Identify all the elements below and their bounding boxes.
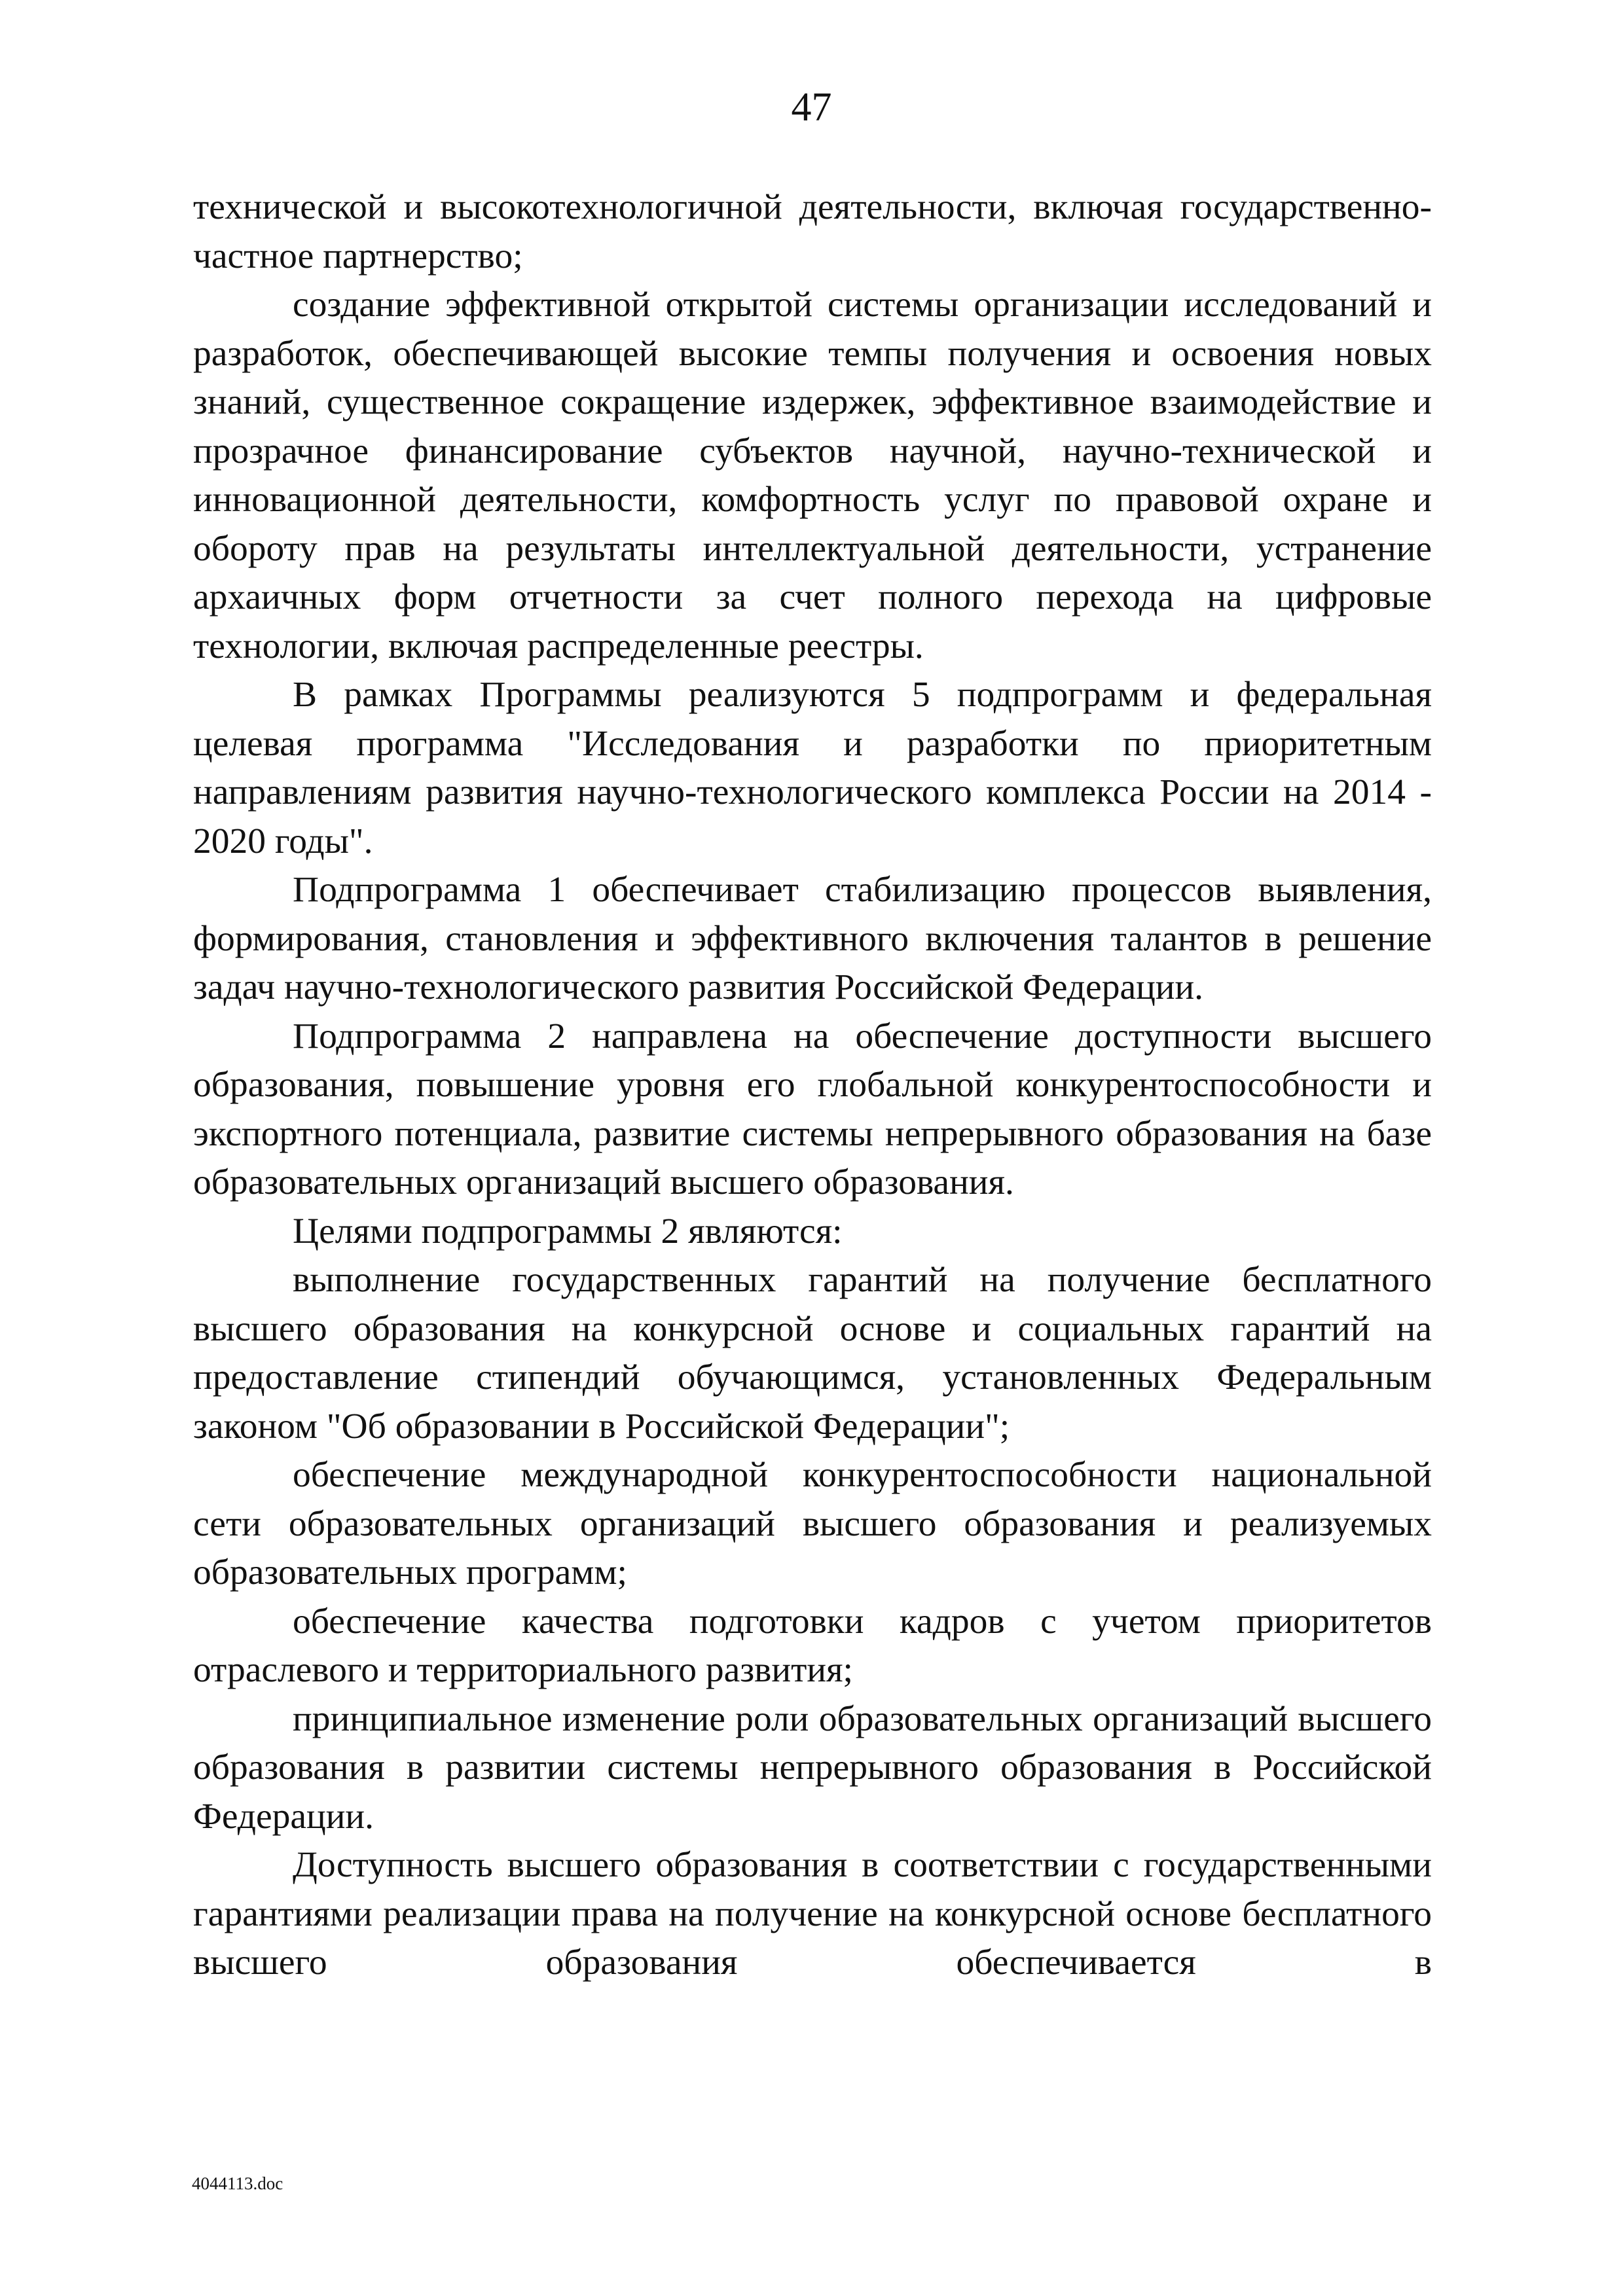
paragraph-9: обеспечение качества подготовки кадров с учетом приоритетов отраслевого и территориального развития; xyxy=(193,1601,1432,1690)
paragraph-6: Целями подпрограммы 2 являются: xyxy=(293,1211,843,1251)
paragraph-1: технической и высокотехнологичной деятельности, включая государственно-частное партнерство; xyxy=(193,187,1432,276)
paragraph-7: выполнение государственных гарантий на получение бесплатного высшего образования на конкурсной основе и социальных гарантий на предоставление стипендий обучающимся, установленных Федеральным законом "Об образовании в Российской Федерации"; xyxy=(193,1260,1432,1446)
paragraph-8: обеспечение международной конкурентоспособности национальной сети образовательных организаций высшего образования и реализуемых образовательных программ; xyxy=(193,1455,1432,1592)
document-body xyxy=(193,183,1432,1988)
paragraph-3: В рамках Программы реализуются 5 подпрограмм и федеральная целевая программа "Исследования и разработки по приоритетным направлениям развития научно-технологического комплекса России на 2014 - 2020 годы". xyxy=(193,675,1432,861)
footer-doc-id: 4044113.doc xyxy=(192,2174,283,2193)
paragraph-4: Подпрограмма 1 обеспечивает стабилизацию процессов выявления, формирования, становления и эффективного включения талантов в решение задач научно-технологического развития Российской Федерации. xyxy=(193,870,1432,1007)
paragraph-2: создание эффективной открытой системы организации исследований и разработок, обеспечивающей высокие темпы получения и освоения новых знаний, существенное сокращение издержек, эффективное взаимодействие и прозрачное финансирование субъектов научной, научно-технической и инновационной деятельности, комфортность услуг по правовой охране и обороту прав на результаты интеллектуальной деятельности, устранение архаичных форм отчетности за счет полного перехода на цифровые технологии, включая распределенные реестры. xyxy=(193,285,1432,666)
page-number: 47 xyxy=(791,85,832,130)
paragraph-5: Подпрограмма 2 направлена на обеспечение доступности высшего образования, повышение уровня его глобальной конкурентоспособности и экспортного потенциала, развитие системы непрерывного образования на базе образовательных организаций высшего образования. xyxy=(193,1016,1432,1202)
paragraph-10: принципиальное изменение роли образовательных организаций высшего образования в развитии системы непрерывного образования в Российской Федерации. xyxy=(193,1698,1432,1837)
paragraph-11: Доступность высшего образования в соответствии с государственными гарантиями реализации права на получение на конкурсной основе бесплатного высшего образования обеспечивается в xyxy=(193,1845,1432,1982)
